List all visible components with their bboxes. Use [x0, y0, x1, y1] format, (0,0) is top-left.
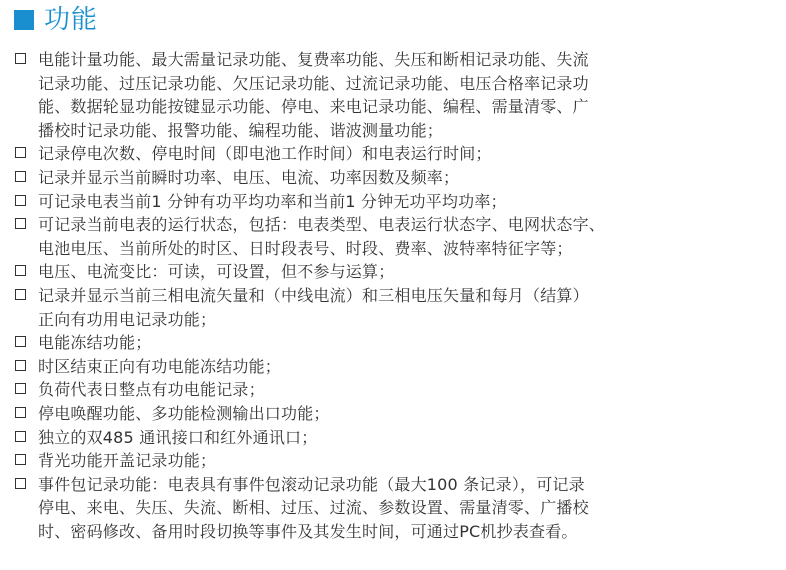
feature-item: [14, 331, 774, 355]
feature-text: 记录并显示当前瞬时功率、电压、电流、功率因数及频率；: [38, 167, 460, 187]
feature-item: [14, 378, 774, 402]
feature-text: 电能计量功能、最大需量记录功能、复费率功能、失压和断相记录功能、失流 记录功能、过压记录功能、欠压记录功能、过流记录功能、电压合格率记录功 能、数据轮显功能按键显示功能、停电、来电记录功能、编程、需量清零、广 播校时记录功能、报警功能、编程功能、谐波测量功能；: [38, 50, 589, 140]
feature-text: 记录停电次数、停电时间（即电池工作时间）和电表运行时间；: [38, 144, 492, 164]
feature-item: [14, 426, 774, 450]
feature-item: [14, 355, 774, 379]
checkbox-icon: [15, 407, 26, 418]
feature-item: [14, 473, 774, 544]
checkbox-icon: [15, 171, 26, 182]
feature-text: 记录并显示当前三相电流矢量和（中线电流）和三相电压矢量和每月（结算） 正向有功用电记录功能；: [38, 285, 589, 329]
checkbox-icon: [15, 53, 26, 64]
feature-text: 负荷代表日整点有功电能记录；: [38, 380, 265, 400]
checkbox-icon: [15, 478, 26, 489]
feature-item: [14, 213, 774, 260]
checkbox-icon: [15, 265, 26, 276]
feature-text: 时区结束正向有功电能冻结功能；: [38, 356, 282, 376]
feature-text: 事件包记录功能：电表具有事件包滚动记录功能（最大100 条记录），可记录 停电、来电、失压、失流、断相、过压、过流、参数设置、需量清零、广播校 时、密码修改、备用时段切换等事件及其发生时间，可通过PC机抄表查看。: [38, 474, 589, 541]
checkbox-icon: [15, 383, 26, 394]
feature-item: [14, 284, 774, 331]
feature-list: [14, 48, 774, 543]
feature-item: [14, 48, 774, 142]
feature-item: [14, 166, 774, 190]
feature-item: [14, 449, 774, 473]
checkbox-icon: [15, 195, 26, 206]
feature-text: 停电唤醒功能、多功能检测输出口功能；: [38, 403, 330, 423]
feature-text: 独立的双485 通讯接口和红外通讯口；: [38, 427, 318, 447]
feature-item: [14, 142, 774, 166]
feature-item: [14, 260, 774, 284]
feature-text: 电能冻结功能；: [38, 333, 152, 353]
checkbox-icon: [15, 218, 26, 229]
feature-text: 可记录电表当前1 分钟有功平均功率和当前1 分钟无功平均功率；: [38, 191, 507, 211]
feature-text: 可记录当前电表的运行状态，包括：电表类型、电表运行状态字、电网状态字、 电池电压、当前所处的时区、日时段表号、时段、费率、波特率特征字等；: [38, 215, 606, 258]
checkbox-icon: [15, 147, 26, 158]
checkbox-icon: [15, 336, 26, 347]
square-bullet-icon: [14, 10, 34, 30]
feature-text: 背光功能开盖记录功能；: [38, 451, 217, 471]
section-header: [14, 4, 98, 36]
checkbox-icon: [15, 454, 26, 465]
feature-text: 电压、电流变比：可读，可设置，但不参与运算；: [38, 262, 395, 282]
section-title: 功能: [44, 5, 99, 35]
checkbox-icon: [15, 431, 26, 442]
checkbox-icon: [15, 360, 26, 371]
feature-item: [14, 402, 774, 426]
feature-item: [14, 190, 774, 214]
checkbox-icon: [15, 289, 26, 300]
